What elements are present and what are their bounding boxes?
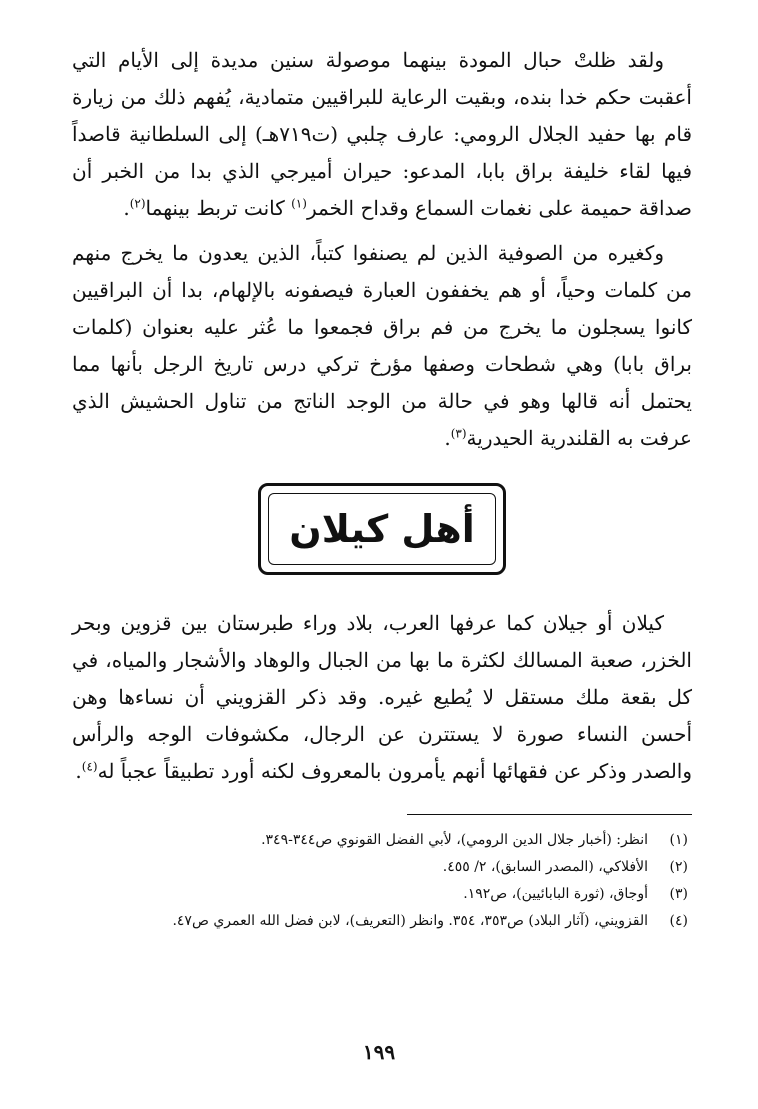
footnote-1	[72, 827, 692, 854]
footnote-number: (١)	[669, 832, 688, 848]
section-heading: أهل كيلان	[289, 507, 475, 551]
footnotes-list	[72, 827, 692, 935]
paragraph-text: كيلان أو جيلان كما عرفها العرب، بلاد وراء طبرستان بين قزوين وبحر الخزر، صعبة المسالك لكثرة ما بها من الجبال والوهاد والأشجار والمياه، في كل بقعة ملك مستقل لا يُطيع غيره. وقد ذكر القزويني أن نساءها وهن أحسن النساء صورة لا يستترن عن الرجال، مكشوفات الوجه والرأس والصدر وذكر عن فقهائها أنهم يأمرون بالمعروف لكنه أورد تطبيقاً عجباً له	[72, 611, 692, 783]
footnote-mark-3[interactable]: (٣)	[450, 426, 467, 441]
footnote-mark-1[interactable]: (١)	[291, 196, 307, 211]
page-number: ١٩٩	[362, 1040, 396, 1064]
section-heading-frame	[258, 483, 506, 575]
paragraph-end: .	[75, 759, 82, 783]
footnote-divider	[407, 814, 692, 815]
page-body	[72, 42, 692, 935]
footnote-text: انظر: (أخبار جلال الدين الرومي)، لأبي الفضل القونوي ص٣٤٤-٣٤٩.	[261, 832, 648, 848]
footnote-3	[72, 881, 692, 908]
footnote-text: القزويني، (آثار البلاد) ص٣٥٣، ٣٥٤. وانظر (التعريف)، لابن فضل الله العمري ص٤٧.	[172, 913, 648, 929]
footnote-mark-4[interactable]: (٤)	[81, 759, 98, 774]
paragraph-kilan	[72, 605, 692, 790]
paragraph-text: وكغيره من الصوفية الذين لم يصنفوا كتباً، الذين يعدون ما يخرج منهم من كلمات وحياً، أو هم يخففون العبارة فيصفونه بالإلهام، بدا أن البراقيين كانوا يسجلون ما يخرج من فم براق فجمعوا ما عُثر عليه بعنوان (كلمات براق بابا) وهي شطحات وصفها مؤرخ تركي درس تاريخ الرجل بأنها مما يحتمل أنه قالها وهو في حالة من الوجد الناتج من تناول الحشيش الذي عرفت به القلندرية الحيدرية	[72, 241, 692, 450]
paragraph-end: .	[444, 426, 451, 450]
footnote-text: الأفلاكي، (المصدر السابق)، ٢/ ٤٥٥.	[442, 859, 648, 875]
footnote-2	[72, 854, 692, 881]
footnote-4	[72, 908, 692, 935]
paragraph-kalimat-baraq	[72, 235, 692, 457]
paragraph-habal-al-mawadda	[72, 42, 692, 227]
paragraph-end: .	[123, 196, 130, 220]
paragraph-text: ولقد ظلتْ حبال المودة بينهما موصولة سنين مديدة إلى الأيام التي أعقبت حكم خدا بنده، وبقيت الرعاية للبراقيين متمادية، يُفهم ذلك من زيارة قام بها حفيد الجلال الرومي: عارف چلبي (ت٧١٩هـ) إلى السلطانية قاصداً فيها لقاء خليفة براق بابا، المدعو: حيران أميرجي الذي بدا من الخبر أن صداقة حميمة على نغمات السماع وقداح الخمر	[72, 48, 692, 220]
footnote-number: (٣)	[669, 886, 688, 902]
footnote-mark-2[interactable]: (٢)	[129, 196, 146, 211]
paragraph-text-mid: كانت تربط بينهما	[145, 196, 292, 220]
footnote-number: (٢)	[669, 859, 688, 875]
footnote-number: (٤)	[669, 913, 688, 929]
section-heading-wrap	[72, 483, 692, 575]
footnote-text: أوجاق، (ثورة البابائيين)، ص١٩٢.	[463, 886, 648, 902]
